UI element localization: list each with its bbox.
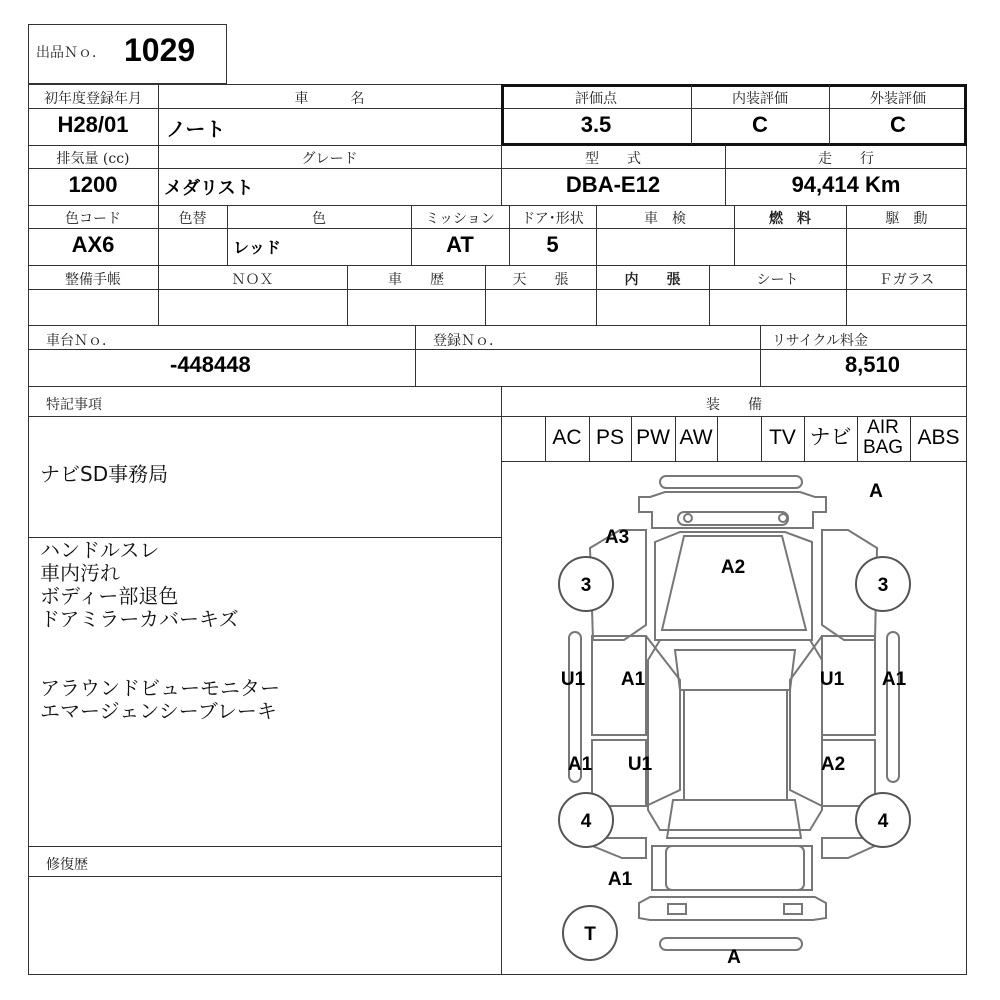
recycle-value: 8,510 [844, 352, 900, 377]
damage-spare-tire: T [584, 924, 596, 945]
right-taillight-shape [784, 904, 802, 914]
left-pillar-shape [646, 636, 680, 806]
equipment-item-airbag: AIR BAG [862, 417, 904, 458]
glass-label: Ｆガラス [878, 272, 935, 288]
fuel-label: 燃 料 [769, 211, 811, 227]
grille-shape [678, 512, 788, 525]
seat-label: シート [756, 272, 799, 288]
equipment-item-tv: TV [769, 426, 796, 449]
right-pillar-shape [790, 636, 822, 806]
car-name-value: ノート [166, 117, 226, 141]
lot-label: 出品Ｎｏ． [36, 45, 106, 61]
grade-label: グレード [301, 151, 358, 167]
roof-shape [684, 690, 787, 800]
damage-rear-a1: A1 [607, 869, 633, 890]
interior-trim-label: 内 張 [624, 272, 681, 288]
damage-front-panel: A3 [604, 527, 630, 548]
equipment-item-ps: PS [595, 426, 624, 449]
recycle-label: リサイクル料金 [772, 333, 869, 349]
left-headlight-shape [684, 514, 692, 522]
car-name-label: 車 名 [294, 91, 365, 107]
right-sill-shape [887, 632, 899, 782]
equipment-item-aw: AW [679, 426, 713, 449]
damage-left-front-tire: 3 [580, 575, 592, 596]
remark-4: ドアミラーカバーキズ [40, 607, 239, 631]
inspection-label: 車 検 [644, 211, 686, 227]
history-label: 車 歴 [388, 272, 444, 288]
interior-label: 内装評価 [732, 91, 788, 107]
color-code-label: 色コード [65, 211, 121, 227]
windshield-shape [675, 650, 795, 690]
grade-value: メダリスト [164, 178, 254, 199]
front-bumper-shape [660, 476, 802, 488]
equipment-item-navi: ナビ [809, 426, 852, 449]
chassis-label: 車台Ｎｏ． [46, 333, 116, 349]
score-label: 評価点 [575, 91, 617, 107]
rear-window-shape [667, 800, 801, 838]
remark-1: ハンドルスレ [40, 538, 160, 562]
damage-front-top: A [869, 481, 883, 502]
remark-7: アラウンドビューモニター [40, 676, 280, 700]
hood-outer-shape [655, 532, 812, 640]
trunk-outer-shape [652, 846, 812, 890]
color-label: 色 [312, 211, 326, 227]
damage-left-a1-lower: A1 [567, 754, 593, 775]
front-bumper-body-shape [639, 492, 826, 528]
car-damage-diagram [501, 462, 967, 975]
first-reg-value: H28/01 [57, 112, 129, 137]
displacement-value: 1200 [68, 172, 118, 197]
door-value: 5 [546, 232, 559, 257]
lot-number: 1029 [124, 32, 196, 68]
right-headlight-shape [779, 514, 787, 522]
remark-8: エマージェンシーブレーキ [40, 699, 277, 723]
interior-value: C [752, 112, 768, 137]
maintenance-label: 整備手帳 [65, 272, 121, 288]
mission-value: AT [446, 232, 474, 257]
damage-rear-bottom: A [727, 947, 741, 968]
model-label: 型 式 [585, 151, 641, 167]
first-reg-label: 初年度登録年月 [44, 91, 142, 107]
exterior-value: C [890, 112, 906, 137]
mileage-label: 走 行 [818, 151, 874, 167]
nox-label: ＮＯＸ [231, 272, 274, 288]
left-taillight-shape [668, 904, 686, 914]
model-value: DBA-E12 [565, 172, 661, 197]
damage-right-a1-upper: A1 [881, 669, 907, 690]
registration-label: 登録Ｎｏ． [433, 333, 503, 349]
equipment-item-pw: PW [636, 426, 670, 449]
equipment-item-abs: ABS [917, 426, 960, 449]
repaint-label: 色替 [178, 211, 207, 227]
damage-left-u1-upper: U1 [560, 669, 586, 690]
drive-label: 駆 動 [885, 211, 928, 227]
hood-shape [662, 536, 806, 630]
mission-label: ミッション [425, 211, 495, 227]
door-label: ドア･形状 [521, 211, 584, 227]
damage-left-a1-upper: A1 [620, 669, 646, 690]
damage-left-u1-lower: U1 [627, 754, 653, 775]
equipment-item-ac: AC [552, 426, 582, 449]
score-value: 3.5 [580, 112, 612, 137]
damage-right-u1-upper: U1 [819, 669, 845, 690]
trunk-shape [666, 846, 804, 890]
equipment-label: 装 備 [706, 397, 762, 413]
displacement-label: 排気量 (cc) [56, 151, 130, 167]
repair-history-label: 修復歴 [46, 857, 88, 873]
damage-left-rear-tire: 4 [580, 811, 592, 832]
roof-label: 天 張 [512, 272, 569, 288]
exterior-label: 外装評価 [870, 91, 926, 107]
color-value: レッド [233, 238, 281, 257]
chassis-value: -448448 [170, 352, 251, 377]
damage-hood: A2 [720, 557, 746, 578]
mileage-value: 94,414 Km [791, 172, 901, 197]
special-notes-text: ナビSD事務局 [40, 462, 169, 486]
special-notes-label: 特記事項 [46, 397, 102, 413]
damage-right-a2-lower: A2 [820, 754, 846, 775]
damage-right-front-tire: 3 [877, 575, 889, 596]
remark-2: 車内汚れ [40, 561, 120, 585]
damage-right-rear-tire: 4 [877, 811, 889, 832]
color-code-value: AX6 [71, 232, 115, 257]
remark-3: ボディー部退色 [40, 584, 179, 608]
